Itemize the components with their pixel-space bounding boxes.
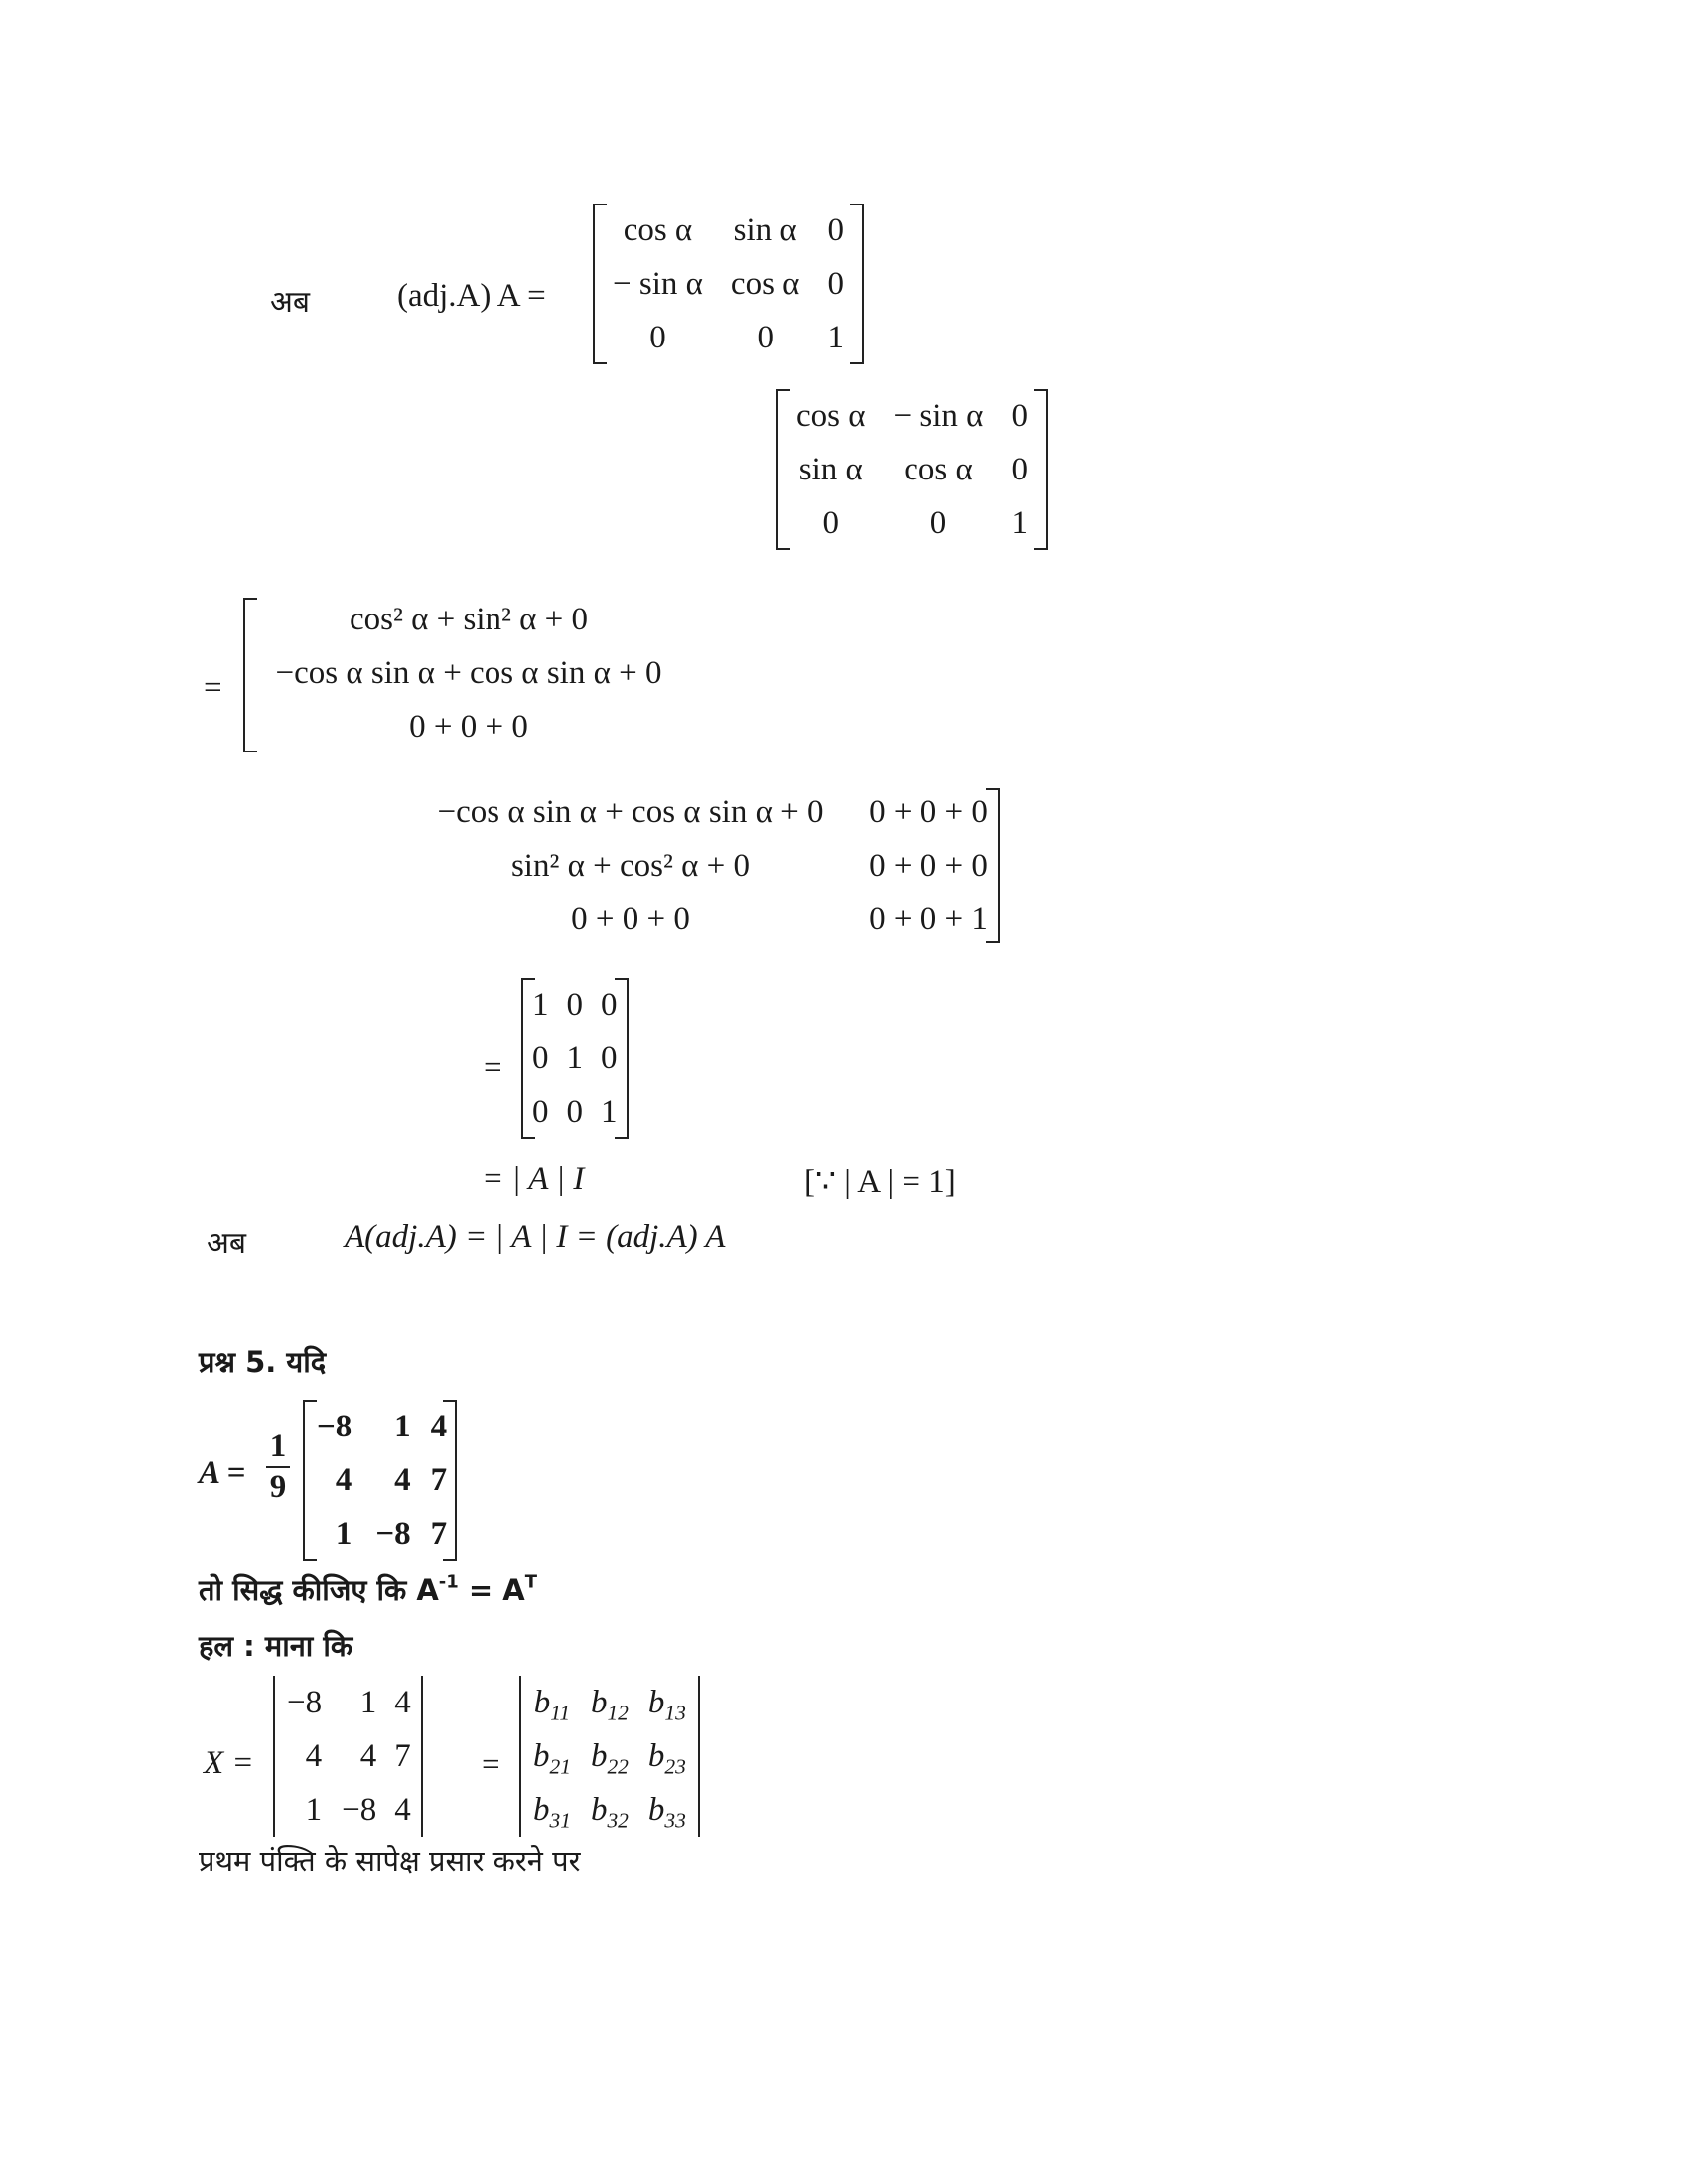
left-bracket bbox=[593, 204, 607, 364]
cell: 4 bbox=[394, 1684, 411, 1720]
subscript: 23 bbox=[664, 1754, 686, 1778]
fraction-one-ninth bbox=[266, 1430, 290, 1504]
cell: − sin α bbox=[893, 397, 984, 434]
b-var: b bbox=[590, 1737, 608, 1774]
cell bbox=[581, 1729, 638, 1783]
cell: cos α bbox=[623, 211, 693, 248]
x-lhs: X = bbox=[204, 1745, 254, 1781]
cell: cos α bbox=[730, 265, 800, 302]
cell: 0 + 0 + 0 bbox=[869, 794, 988, 830]
subscript: 31 bbox=[549, 1808, 571, 1832]
fraction-line bbox=[266, 1466, 290, 1468]
prove-statement bbox=[199, 1570, 537, 1609]
cell: −8 bbox=[375, 1515, 411, 1552]
transpose-superscript: T bbox=[524, 1571, 537, 1593]
cell: 1 bbox=[827, 319, 844, 355]
cell: cos α bbox=[904, 451, 973, 487]
cell bbox=[638, 1729, 696, 1783]
cell: 0 + 0 + 0 bbox=[869, 848, 988, 884]
subscript: 22 bbox=[607, 1754, 629, 1778]
cell: 0 bbox=[827, 211, 844, 248]
b-var: b bbox=[533, 1737, 550, 1774]
cell: cos² α + sin² α + 0 bbox=[349, 602, 589, 637]
left-bar bbox=[519, 1676, 521, 1837]
cell: 0 + 0 + 0 bbox=[571, 901, 690, 937]
cell: sin α bbox=[733, 211, 797, 248]
matrix-adj-a bbox=[593, 204, 864, 364]
right-bracket bbox=[850, 204, 864, 364]
cell: 4 bbox=[335, 1461, 352, 1498]
determinant-b bbox=[519, 1676, 700, 1837]
cell: 1 bbox=[394, 1408, 411, 1444]
question-matrix-a bbox=[199, 1455, 245, 1492]
question-matrix bbox=[303, 1400, 457, 1561]
cell: 4 bbox=[394, 1791, 411, 1828]
cell: 0 + 0 + 1 bbox=[869, 901, 988, 937]
cell: 0 bbox=[1011, 451, 1028, 487]
left-bracket bbox=[243, 598, 257, 752]
reason-note: [∵ | A | = 1] bbox=[804, 1164, 956, 1200]
right-bar bbox=[698, 1676, 700, 1837]
product-col-2 bbox=[417, 794, 844, 955]
left-bracket bbox=[776, 389, 790, 550]
subscript: 12 bbox=[607, 1701, 629, 1724]
cell: 0 + 0 + 0 bbox=[409, 709, 528, 745]
cell bbox=[523, 1676, 581, 1729]
cell bbox=[638, 1676, 696, 1729]
ab-label-1: अब bbox=[270, 285, 311, 320]
prove-text: तो सिद्ध कीजिए कि A bbox=[199, 1573, 439, 1607]
inverse-superscript: -1 bbox=[438, 1571, 459, 1593]
subscript: 32 bbox=[607, 1808, 629, 1832]
b-var: b bbox=[647, 1737, 665, 1774]
cell: − sin α bbox=[613, 265, 703, 302]
cell bbox=[523, 1729, 581, 1783]
cell: 1 bbox=[335, 1515, 352, 1552]
cell: −cos α sin α + cos α sin α + 0 bbox=[275, 655, 662, 691]
prove-mid: = A bbox=[458, 1573, 525, 1607]
product-col-3 bbox=[854, 794, 1003, 955]
equals-sign: = bbox=[204, 670, 222, 706]
equals-sign: = bbox=[482, 1747, 500, 1783]
cell: 0 bbox=[929, 504, 947, 541]
left-bracket bbox=[303, 1400, 317, 1561]
cell: 7 bbox=[430, 1515, 448, 1552]
cell bbox=[638, 1783, 696, 1837]
cell: 0 bbox=[649, 319, 666, 355]
cell: 0 bbox=[601, 1039, 618, 1076]
b-var: b bbox=[647, 1791, 665, 1828]
left-bracket bbox=[521, 978, 535, 1139]
cell: 1 bbox=[601, 1093, 618, 1130]
cell: 1 bbox=[305, 1791, 323, 1828]
product-col-1 bbox=[260, 602, 677, 762]
subscript: 13 bbox=[664, 1701, 686, 1724]
cell: 0 bbox=[532, 1093, 549, 1130]
cell: 4 bbox=[430, 1408, 448, 1444]
cell: sin α bbox=[798, 451, 863, 487]
subscript: 11 bbox=[550, 1701, 571, 1724]
cell: 0 bbox=[532, 1039, 549, 1076]
adjoint-identity-statement: A(adj.A) = | A | I = (adj.A) A bbox=[345, 1219, 726, 1255]
cell: 0 bbox=[827, 265, 844, 302]
cell: cos α bbox=[796, 397, 866, 434]
cell: 4 bbox=[394, 1461, 411, 1498]
cell: −8 bbox=[342, 1791, 377, 1828]
cell: −8 bbox=[287, 1684, 323, 1720]
ab-label-2: अब bbox=[207, 1226, 247, 1261]
b-var: b bbox=[590, 1791, 608, 1828]
cell: 1 bbox=[532, 986, 549, 1023]
cell: 1 bbox=[1011, 504, 1028, 541]
lhs-text: (adj.A) A = bbox=[397, 278, 546, 314]
cell: −cos α sin α + cos α sin α + 0 bbox=[437, 794, 824, 830]
cell: 0 bbox=[1011, 397, 1028, 434]
cell: 0 bbox=[566, 1093, 583, 1130]
cell: 1 bbox=[566, 1039, 583, 1076]
right-bracket bbox=[1034, 389, 1048, 550]
right-bar bbox=[421, 1676, 423, 1837]
cell: 7 bbox=[394, 1737, 411, 1774]
numerator: 1 bbox=[269, 1429, 287, 1464]
right-bracket bbox=[615, 978, 629, 1139]
equals-sign: = bbox=[484, 1050, 502, 1086]
identity-matrix bbox=[521, 978, 629, 1139]
denominator: 9 bbox=[269, 1468, 287, 1505]
cell: sin² α + cos² α + 0 bbox=[510, 848, 751, 884]
cell: 4 bbox=[359, 1737, 377, 1774]
matrix-a bbox=[776, 389, 1048, 550]
b-var: b bbox=[647, 1684, 665, 1720]
b-var: b bbox=[533, 1684, 551, 1720]
right-bracket bbox=[986, 788, 1000, 943]
cell: 4 bbox=[305, 1737, 323, 1774]
cell: 1 bbox=[359, 1684, 377, 1720]
cell: 0 bbox=[601, 986, 618, 1023]
cell bbox=[581, 1783, 638, 1837]
expansion-note: प्रथम पंक्ति के सापेक्ष प्रसार करने पर bbox=[199, 1844, 581, 1878]
b-var: b bbox=[590, 1684, 608, 1720]
subscript: 33 bbox=[664, 1808, 686, 1832]
left-bar bbox=[273, 1676, 275, 1837]
b-var: b bbox=[533, 1791, 550, 1828]
cell: 7 bbox=[430, 1461, 448, 1498]
lhs-text: A = bbox=[199, 1455, 246, 1491]
right-bracket bbox=[443, 1400, 457, 1561]
adj-a-times-a-lhs bbox=[397, 278, 546, 315]
det-a-times-i: = | A | I bbox=[482, 1161, 585, 1197]
determinant-x bbox=[273, 1676, 423, 1837]
solution-label: हल : माना कि bbox=[199, 1629, 353, 1663]
cell bbox=[523, 1783, 581, 1837]
cell bbox=[581, 1676, 638, 1729]
cell: 0 bbox=[822, 504, 840, 541]
subscript: 21 bbox=[549, 1754, 571, 1778]
cell: 0 bbox=[757, 319, 774, 355]
question-title: प्रश्न 5. यदि bbox=[199, 1345, 327, 1379]
cell: −8 bbox=[317, 1408, 352, 1444]
cell: 0 bbox=[566, 986, 583, 1023]
